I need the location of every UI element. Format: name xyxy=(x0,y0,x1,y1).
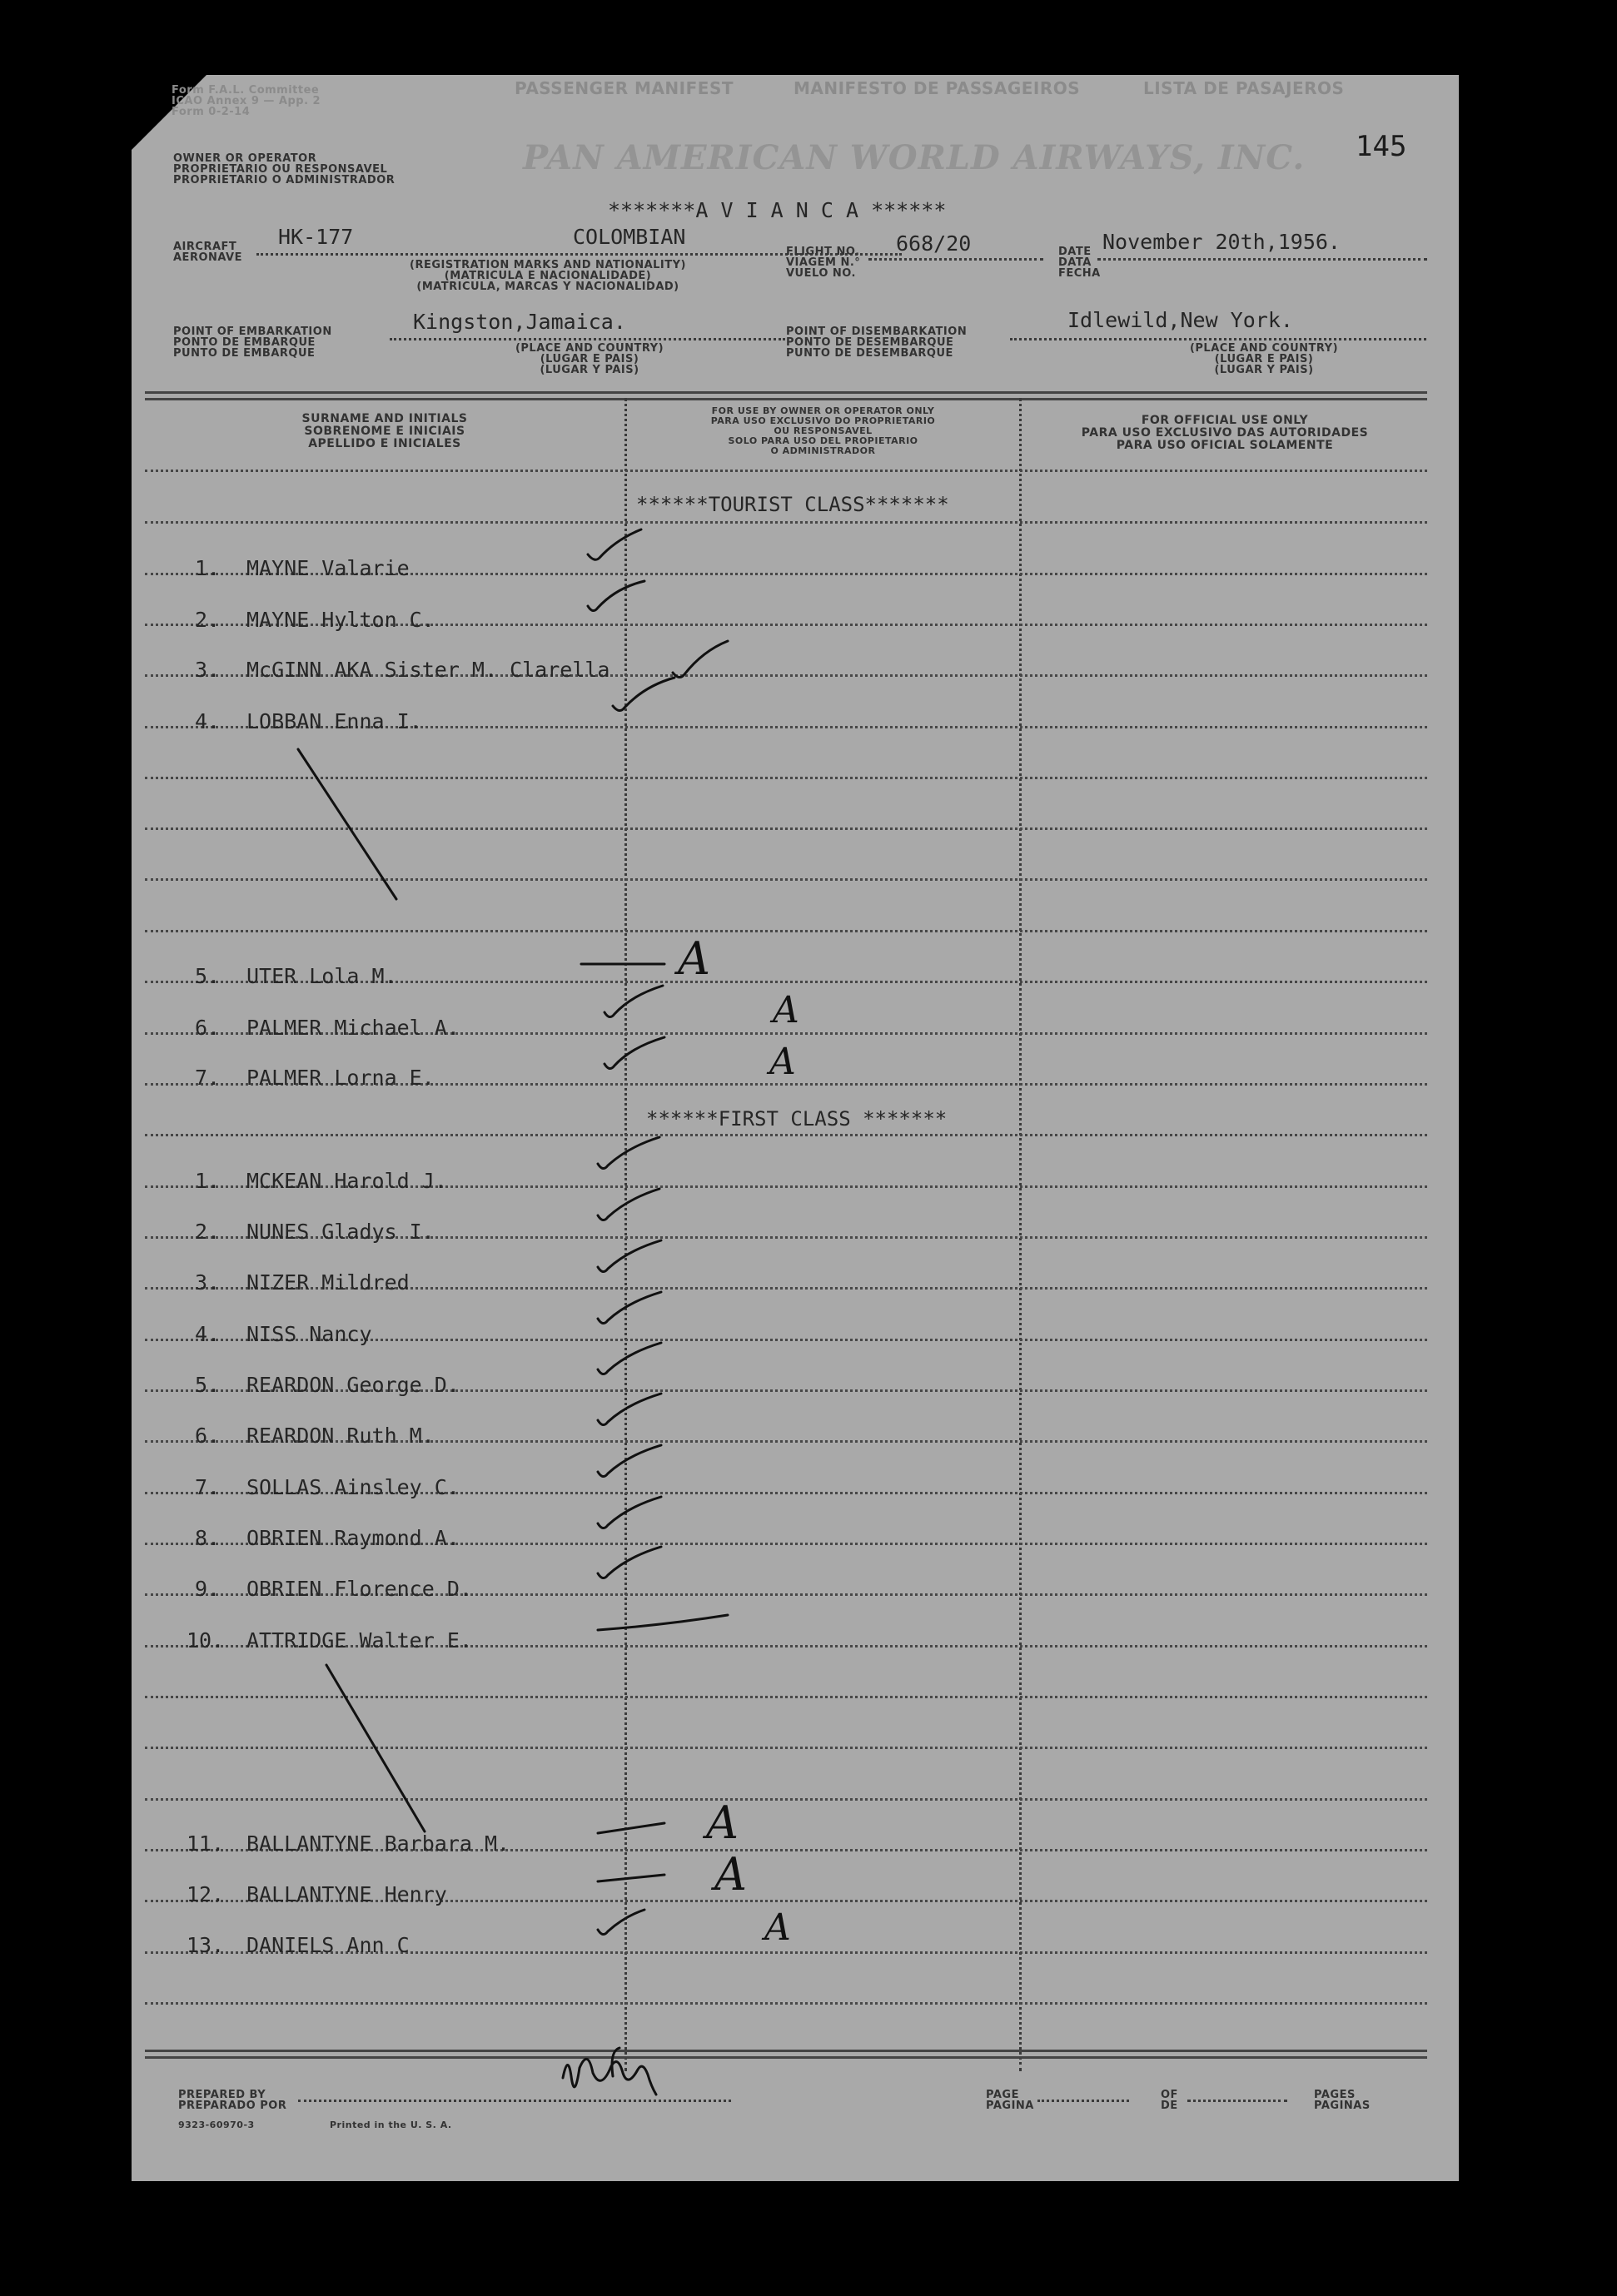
passenger-number: 4. xyxy=(195,1322,221,1346)
mark-a: A xyxy=(773,989,799,1031)
mark-a: A xyxy=(769,1041,796,1083)
header-line: SOLO PARA USO DEL PROPIETARIO xyxy=(728,435,918,446)
passenger-number: 2. xyxy=(195,1220,221,1244)
cancel-stroke-icon xyxy=(298,749,396,899)
title-es: LISTA DE PASAJEROS xyxy=(1143,78,1345,98)
passenger-number: 1. xyxy=(195,1169,221,1193)
check-mark-icon xyxy=(588,529,641,559)
embark-label-line: PONTO DE EMBARQUE xyxy=(173,336,316,349)
page-label-line: PAGE xyxy=(986,2089,1019,2101)
caption-line: (LUGAR Y PAIS) xyxy=(540,364,639,376)
of-label-line: OF xyxy=(1161,2089,1178,2101)
form-ref-line: Form 0-2-14 xyxy=(172,106,251,118)
passenger-name: MAYNE Valarie xyxy=(246,556,410,580)
embark-label-line: PUNTO DE EMBARQUE xyxy=(173,347,316,360)
passenger-number: 10. xyxy=(187,1628,225,1652)
page-label-line: PAGINA xyxy=(986,2100,1034,2112)
form-number: 9323-60970-3 xyxy=(178,2120,255,2130)
header-line: SURNAME AND INITIALS xyxy=(301,412,468,425)
owner-label-line: PROPRIETARIO OU RESPONSAVEL xyxy=(173,163,388,176)
passenger-number: 12. xyxy=(187,1882,225,1906)
passenger-name: DANIELS Ann C xyxy=(246,1933,410,1957)
disembark-label-line: POINT OF DISEMBARKATION xyxy=(786,326,968,338)
header-line: FOR OFFICIAL USE ONLY xyxy=(1141,414,1309,427)
passenger-number: 13. xyxy=(187,1933,225,1957)
page-number: 145 xyxy=(1356,130,1407,163)
check-mark-icon xyxy=(673,641,728,678)
check-mark-icon xyxy=(598,1292,661,1324)
passenger-number: 4. xyxy=(195,709,221,733)
prepared-label-line: PREPARED BY xyxy=(178,2089,266,2101)
mark-a: A xyxy=(764,1906,791,1949)
check-mark-icon xyxy=(598,1445,661,1477)
header-line: FOR USE BY OWNER OR OPERATOR ONLY xyxy=(711,405,935,416)
header-line: O ADMINISTRADOR xyxy=(770,445,876,456)
passenger-number: 5. xyxy=(195,964,221,988)
owner-company: PAN AMERICAN WORLD AIRWAYS, INC. xyxy=(523,138,1306,177)
passenger-number: 7. xyxy=(195,1066,221,1090)
passenger-number: 11. xyxy=(187,1831,225,1856)
check-mark-icon xyxy=(605,1037,664,1069)
disembark-value: Idlewild,New York. xyxy=(1067,308,1293,332)
passenger-name: PALMER Lorna E. xyxy=(246,1066,435,1090)
passenger-name: McGINN AKA Sister M. Clarella xyxy=(246,658,610,682)
caption-line: (MATRICULA E NACIONALIDADE) xyxy=(444,270,652,282)
passenger-name: NUNES Gladys I. xyxy=(246,1220,435,1244)
passenger-number: 8. xyxy=(195,1526,221,1550)
nationality-value: COLOMBIAN xyxy=(573,225,686,249)
passenger-number: 9. xyxy=(195,1577,221,1601)
title-en: PASSENGER MANIFEST xyxy=(515,78,734,98)
pages-label-line: PAGINAS xyxy=(1314,2100,1371,2112)
disembark-label-line: PUNTO DE DESEMBARQUE xyxy=(786,347,953,360)
date-label-line: DATE xyxy=(1058,246,1092,258)
passenger-number: 7. xyxy=(195,1475,221,1499)
prepared-label-line: PREPARADO POR xyxy=(178,2100,287,2112)
passenger-name: UTER Lola M. xyxy=(246,964,397,988)
passenger-name: BALLANTYNE Henry xyxy=(246,1882,447,1906)
dash-mark-icon xyxy=(598,1615,728,1630)
embark-label-line: POINT OF EMBARKATION xyxy=(173,326,332,338)
passenger-number: 3. xyxy=(195,658,221,682)
aircraft-label-line: AERONAVE xyxy=(173,251,243,264)
embark-value: Kingston,Jamaica. xyxy=(413,310,626,334)
aircraft-label-line: AIRCRAFT xyxy=(173,241,237,253)
tourist-class-heading: ******TOURIST CLASS******* xyxy=(636,493,949,516)
flight-label-line: VIAGEM N.° xyxy=(786,256,861,269)
passenger-number: 1. xyxy=(195,556,221,580)
flight-label-line: FLIGHT NO. xyxy=(786,246,860,258)
passenger-name: OBRIEN Florence D. xyxy=(246,1577,472,1601)
passenger-name: OBRIEN Raymond A. xyxy=(246,1526,460,1550)
flight-label-line: VUELO NO. xyxy=(786,267,856,280)
check-mark-icon xyxy=(588,581,644,611)
prepared-underline xyxy=(298,2100,731,2102)
header-line: SOBRENOME E INICIAIS xyxy=(304,425,465,438)
title-pt: MANIFESTO DE PASSAGEIROS xyxy=(794,78,1081,98)
caption-line: (MATRICULA, MARCAS Y NACIONALIDAD) xyxy=(416,281,679,293)
of-underline xyxy=(1187,2100,1287,2102)
mark-a: A xyxy=(678,932,710,985)
header-line: OU RESPONSAVEL xyxy=(774,425,873,436)
check-mark-icon xyxy=(598,1547,661,1578)
passenger-name: NIZER Mildred xyxy=(246,1270,410,1295)
passenger-number: 3. xyxy=(195,1270,221,1295)
handwritten-marks xyxy=(132,75,1459,2181)
passenger-name: PALMER Michael A. xyxy=(246,1016,460,1040)
owner-label-line: PROPRIETARIO O ADMINISTRADOR xyxy=(173,174,396,186)
caption-line: (REGISTRATION MARKS AND NATIONALITY) xyxy=(410,259,686,271)
passenger-name: BALLANTYNE Barbara M. xyxy=(246,1831,510,1856)
check-mark-icon xyxy=(598,1497,661,1528)
caption-line: (LUGAR E PAIS) xyxy=(540,353,639,365)
caption-line: (PLACE AND COUNTRY) xyxy=(1189,342,1339,355)
first-class-heading: ******FIRST CLASS ******* xyxy=(646,1107,948,1131)
check-mark-icon xyxy=(598,1343,661,1374)
header-line: APELLIDO E INICIALES xyxy=(308,437,461,450)
mark-a: A xyxy=(714,1848,747,1901)
printed-in: Printed in the U. S. A. xyxy=(330,2120,452,2130)
header-line: PARA USO EXCLUSIVO DAS AUTORIDADES xyxy=(1081,426,1369,440)
caption-line: (PLACE AND COUNTRY) xyxy=(515,342,664,355)
date-label-line: FECHA xyxy=(1058,267,1101,280)
form-ref-line: Form F.A.L. Committee xyxy=(172,84,320,97)
flight-value: 668/20 xyxy=(896,231,972,256)
manifest-sheet xyxy=(132,75,1459,2181)
dash-mark-icon xyxy=(598,1823,664,1833)
passenger-number: 6. xyxy=(195,1016,221,1040)
check-mark-icon xyxy=(598,1394,661,1425)
disembark-label-line: PONTO DE DESEMBARQUE xyxy=(786,336,954,349)
passenger-name: NISS Nancy xyxy=(246,1322,372,1346)
passenger-number: 2. xyxy=(195,608,221,632)
date-label-line: DATA xyxy=(1058,256,1092,269)
passenger-number: 5. xyxy=(195,1373,221,1397)
prepared-by-label xyxy=(178,2090,286,2111)
pages-label-line: PAGES xyxy=(1314,2089,1356,2101)
passenger-name: REARDON George D. xyxy=(246,1373,460,1397)
header-line: PARA USO EXCLUSIVO DO PROPRIETARIO xyxy=(710,415,936,426)
passenger-name: SOLLAS Ainsley C. xyxy=(246,1475,460,1499)
check-mark-icon xyxy=(605,986,663,1017)
passenger-name: MCKEAN Harold J. xyxy=(246,1169,447,1193)
check-mark-icon xyxy=(598,1910,644,1935)
check-mark-icon xyxy=(613,678,674,711)
passenger-number: 6. xyxy=(195,1424,221,1448)
of-label-line: DE xyxy=(1161,2100,1178,2112)
page-label xyxy=(986,2090,1034,2111)
passenger-name: MAYNE Hylton C. xyxy=(246,608,435,632)
page-underline xyxy=(1037,2100,1129,2102)
caption-line: (LUGAR E PAIS) xyxy=(1214,353,1314,365)
check-mark-icon xyxy=(598,1240,661,1272)
mark-a: A xyxy=(706,1797,739,1849)
date-value: November 20th,1956. xyxy=(1102,230,1341,254)
passenger-name: ATTRIDGE Walter E. xyxy=(246,1628,472,1652)
caption-line: (LUGAR Y PAIS) xyxy=(1214,364,1314,376)
passenger-name: LOBBAN Enna I. xyxy=(246,709,422,733)
signature-scribble-icon xyxy=(563,2059,656,2095)
check-mark-icon xyxy=(598,1137,659,1169)
operator-line: *******A V I A N C A ****** xyxy=(608,198,947,222)
dash-mark-icon xyxy=(598,1875,664,1881)
header-line: PARA USO OFICIAL SOLAMENTE xyxy=(1116,439,1334,452)
form-ref-line: ICAO Annex 9 — App. 2 xyxy=(172,95,321,107)
check-mark-icon xyxy=(598,1189,659,1220)
passenger-name: REARDON Ruth M. xyxy=(246,1424,435,1448)
aircraft-value: HK-177 xyxy=(278,225,354,249)
owner-label-line: OWNER OR OPERATOR xyxy=(173,152,317,165)
cancel-stroke-icon xyxy=(326,1665,425,1831)
pages-label xyxy=(1314,2090,1371,2111)
of-label xyxy=(1161,2090,1178,2111)
